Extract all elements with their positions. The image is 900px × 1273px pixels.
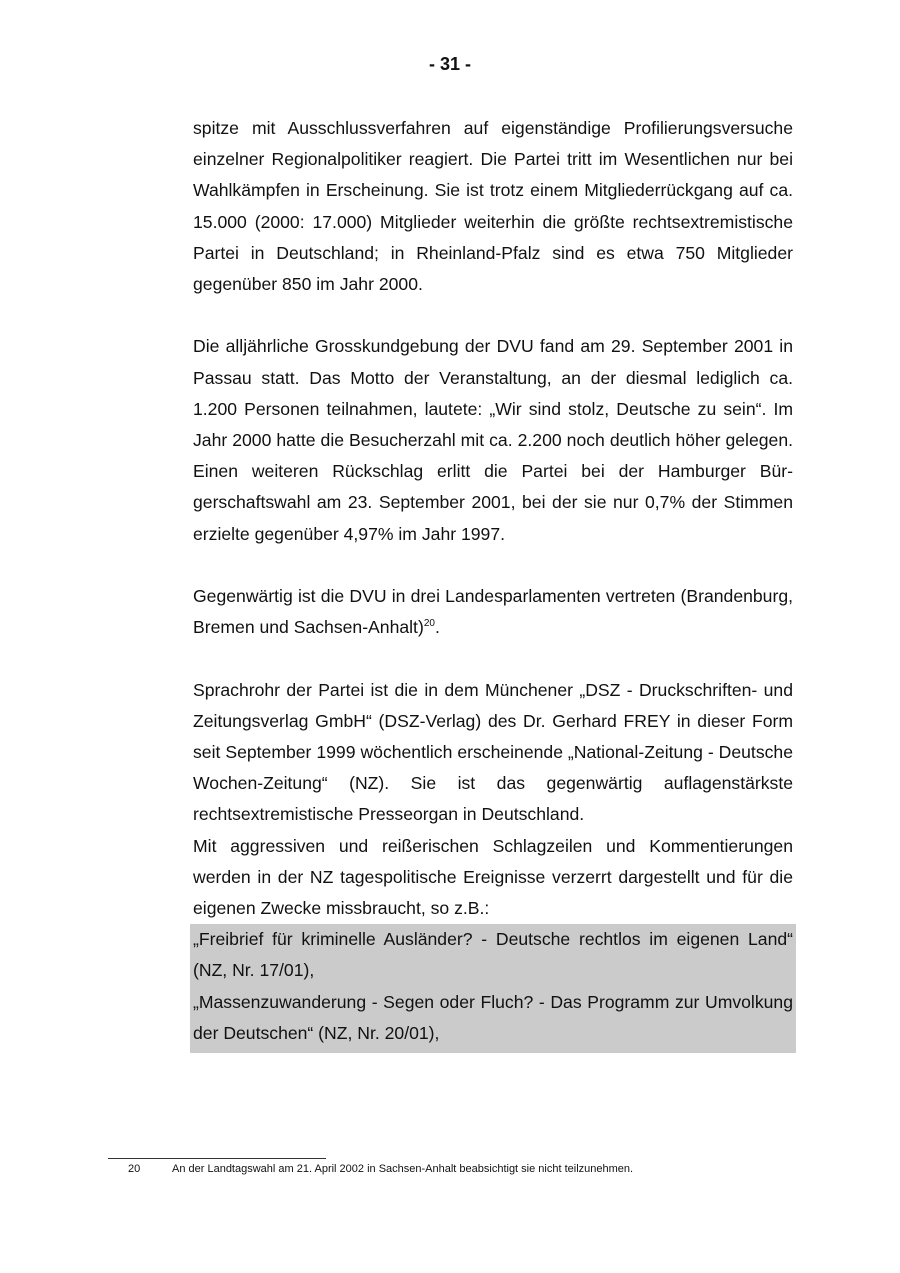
paragraph-gap [193,550,793,581]
paragraph-gap [193,643,793,674]
quote-item: „Massenzuwanderung - Segen oder Fluch? - Das Programm zur Umvolkung der Deutschen“ (NZ, Nr. 20/01), [193,991,793,1043]
paragraph-party-membership: spitze mit Ausschlussverfahren auf eigenständige Profilierungsversuche einzelner Regionalpolitiker reagiert. Die Partei tritt im Wesentlichen nur bei Wahlkämpfen in Erscheinung. Sie ist trotz einem Mitgliederrückgang auf ca. 15.000 (2000: 17.000) Mitglieder weiterhin die größte rechtsextremistische Partei in Deutschland; in Rheinland-Pfalz sind es etwa 750 Mitglieder gegenüber 850 im Jahr 2000. [193,118,793,295]
state-parliaments-end: . [434,617,440,638]
paragraph-national-zeitung: Sprachrohr der Partei ist die in dem Münchener „DSZ - Druckschriften- und Zeitungsverlag GmbH“ (DSZ-Verlag) des Dr. Gerhard FREY in dieser Form seit September 1999 wöchentlich erscheinende „National-Zeitung - Deutsche Wochen-Zeitung“ (NZ). Sie ist das gegenwärtig auflagenstärkste rechtsextremistische Presseorgan in Deutschland. [193,679,793,825]
footnote [108,1162,808,1176]
page-number: - 31 - [428,54,471,74]
paragraph-rally-passau: Die alljährliche Grosskundgebung der DVU fand am 29. September 2001 in Passau statt. Das Motto der Veranstaltung, an der diesmal lediglich ca. 1.200 Personen teilnahmen, lautete: „Wir sind stolz, Deutsche zu sein“. Im Jahr 2000 hatte die Besucherzahl mit ca. 2.200 noch deutlich höher gelegen. Einen weiteren Rückschlag erlitt die Partei bei der Hamburger Bürgerschaftswahl am 23. September 2001, bei der sie nur 0,7% der Stimmen erzielte gegenüber 4,97% im Jahr 1997. [193,336,793,544]
body-text [193,113,793,1053]
highlighted-quotes [190,924,796,1053]
state-parliaments-text: Gegenwärtig ist die DVU in drei Landesparlamenten vertreten (Brandenburg, Bremen und Sachsen-Anhalt) [193,586,793,638]
footnote-separator [108,1158,326,1159]
footnote-reference[interactable]: 20 [423,618,435,630]
paragraph-gap [193,300,793,331]
quote-item: „Freibrief für kriminelle Ausländer? - Deutsche rechtlos im eigenen Land“ (NZ, Nr. 17/01), [193,929,793,981]
paragraph-state-parliaments [193,581,793,643]
footnote-number: 20 [128,1163,141,1175]
paragraph-headlines-intro: Mit aggressiven und reißerischen Schlagzeilen und Kommentierungen werden in der NZ tagespolitische Ereignisse verzerrt dargestellt und für die eigenen Zwecke missbraucht, so z.B.: [193,835,793,919]
footnote-text: An der Landtagswahl am 21. April 2002 in Sachsen-Anhalt beabsichtigt sie nicht teilzunehmen. [172,1163,634,1175]
